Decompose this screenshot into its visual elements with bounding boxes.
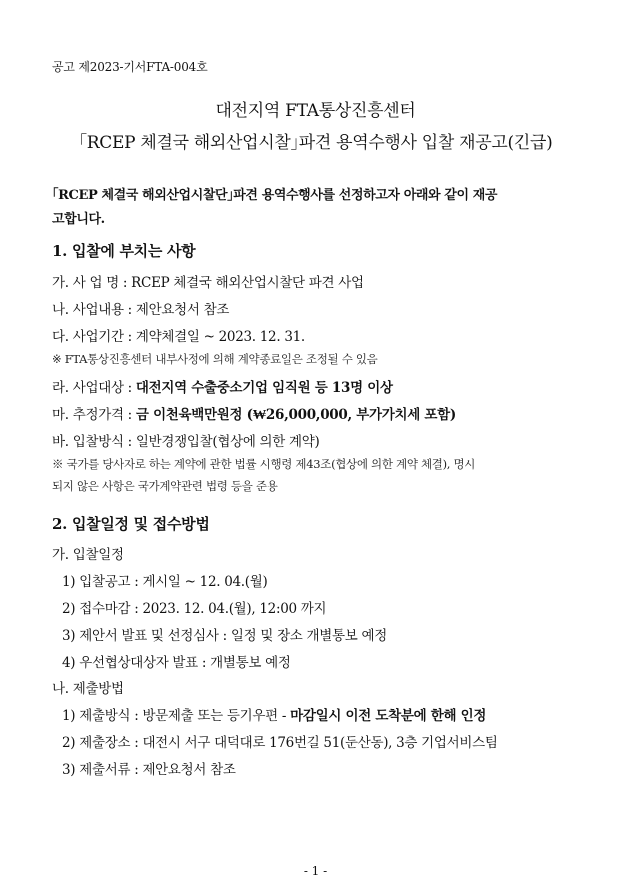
item-business-target: [52, 376, 393, 396]
item-label: 바. 입찰방식 :: [52, 434, 136, 450]
submission-method-label: 1) 제출방식 : 방문제출 또는 등기우편 -: [62, 708, 291, 724]
sub-heading-submission: 나. 제출방법: [52, 681, 124, 697]
notice-number: 공고 제2023-기서FTA-004호: [52, 60, 208, 74]
schedule-item: 4) 우선협상대상자 발표 : 개별통보 예정: [62, 655, 291, 671]
item-business-content: [52, 298, 229, 318]
law-note: [52, 453, 597, 497]
item-business-name: [52, 271, 364, 291]
item-value: RCEP 체결국 해외산업시찰단 파견 사업: [131, 275, 364, 291]
item-bid-method: [52, 430, 319, 450]
schedule-item: 2) 접수마감 : 2023. 12. 04.(월), 12:00 까지: [62, 601, 327, 617]
submission-documents: 3) 제출서류 : 제안요청서 참조: [62, 762, 236, 778]
item-business-period: [52, 325, 305, 345]
section2-heading: 2. 입찰일정 및 접수방법: [52, 515, 210, 533]
sub-heading-schedule: 가. 입찰일정: [52, 547, 124, 563]
document-title-line2: ｢RCEP 체결국 해외산업시찰｣파견 용역수행사 입찰 재공고(긴급): [78, 133, 553, 153]
intro-paragraph: [52, 184, 597, 232]
law-note-line2: 되지 않은 사항은 국가계약관련 법령 등을 준용: [52, 479, 278, 493]
item-value: 계약체결일 ~ 2023. 12. 31.: [135, 329, 305, 345]
item-label: 나. 사업내용 :: [52, 302, 136, 318]
document-title-line1: 대전지역 FTA통상진흥센터: [215, 101, 416, 121]
item-value: 금 이천육백만원정 (₩26,000,000, 부가가치세 포함): [135, 407, 456, 423]
item-label: 마. 추정가격 :: [52, 407, 136, 423]
item-value: 일반경쟁입찰(협상에 의한 계약): [135, 434, 320, 450]
item-value: 제안요청서 참조: [135, 302, 230, 318]
section1-heading: 1. 입찰에 부치는 사항: [52, 242, 196, 260]
schedule-item: 3) 제안서 발표 및 선정심사 : 일정 및 장소 개별통보 예정: [62, 628, 387, 644]
item-period-note: ※ FTA통상진흥센터 내부사정에 의해 계약종료일은 조정될 수 있음: [52, 352, 378, 366]
submission-place: 2) 제출장소 : 대전시 서구 대덕대로 176번길 51(둔산동), 3층 기업서비스팀: [62, 735, 498, 751]
item-label: 가. 사 업 명 :: [52, 275, 132, 291]
item-estimated-price: [52, 403, 456, 423]
submission-method-deadline: 마감일시 이전 도착분에 한해 인정: [290, 708, 487, 724]
submission-method: [62, 704, 486, 724]
page-number: - 1 -: [303, 864, 328, 878]
item-value: 대전지역 수출중소기업 임직원 등 13명 이상: [135, 380, 393, 396]
intro-line1: ｢RCEP 체결국 해외산업시찰단｣파견 용역수행사를 선정하고자 아래와 같이 재공: [52, 188, 498, 203]
intro-line2: 고합니다.: [52, 212, 105, 227]
law-note-line1: ※ 국가를 당사자로 하는 계약에 관한 법률 시행령 제43조(협상에 의한 계약 체결), 명시: [52, 457, 476, 471]
item-label: 라. 사업대상 :: [52, 380, 136, 396]
schedule-item: 1) 입찰공고 : 게시일 ~ 12. 04.(월): [62, 574, 268, 590]
item-label: 다. 사업기간 :: [52, 329, 136, 345]
